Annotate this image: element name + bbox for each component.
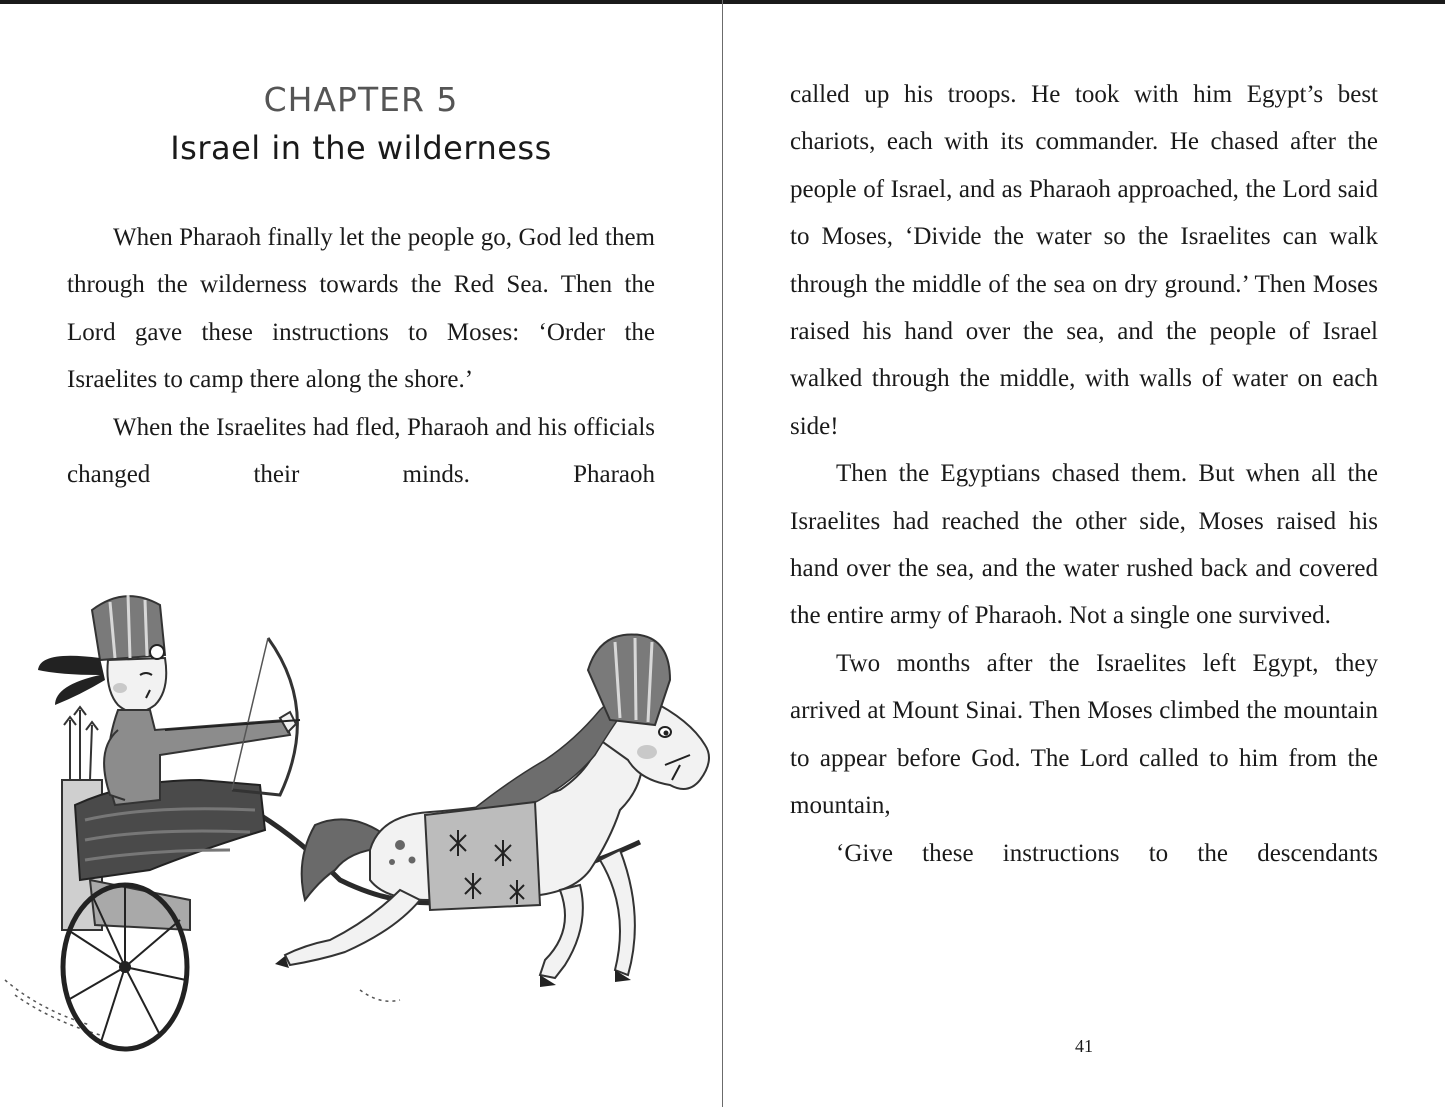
page-number: 41 [1075,1036,1093,1056]
paragraph: Then the Egyptians chased them. But when all the Israelites had reached the other side, Moses raised his hand over the sea, and the water rushed back and covered the entire army of Pharaoh. Not a single one survived. [790,460,1378,630]
horse-cheek-icon [637,745,657,759]
paragraph: When the Israelites had fled, Pharaoh and his officials changed their minds. Pharaoh [67,413,655,489]
paragraph: ‘Give these instructions to the descendants [836,839,1378,867]
chapter-number: CHAPTER 5 [263,80,459,119]
chariot-basket-icon [75,780,265,880]
bowstring-icon [232,638,268,790]
paragraph: Two months after the Israelites left Egypt, they arrived at Mount Sinai. Then Moses climbed the mountain to appear before God. The Lord called to him from the mountain, [790,649,1378,820]
book-gutter-divider [722,0,723,1107]
chariot-icon [62,707,265,1049]
chapter-title: Israel in the wilderness [170,129,552,167]
chariot-wheel-icon [63,885,187,1049]
right-body-text [790,71,1378,877]
horse-icon [275,634,709,987]
chariot-illustration [0,580,720,1060]
paragraph: called up his troops. He took with him Egypt’s best chariots, each with its commander. He chased after the people of Israel, and as Pharaoh approached, the Lord said to Moses, ‘Divide the water so the Israelites can walk through the middle of the sea on dry ground.’ Then Moses raised his hand over the sea, and the people of Israel walked through the middle, with walls of water on each side! [790,81,1378,440]
archer-figure-icon [38,595,296,805]
left-body-text [67,214,655,498]
paragraph: When Pharaoh finally let the people go, God led them through the wilderness towards the Red Sea. Then the Lord gave these instructions to Moses: ‘Order the Israelites to camp there along the shore.’ [67,224,655,394]
horse-saddle-cloth-icon [425,802,540,910]
